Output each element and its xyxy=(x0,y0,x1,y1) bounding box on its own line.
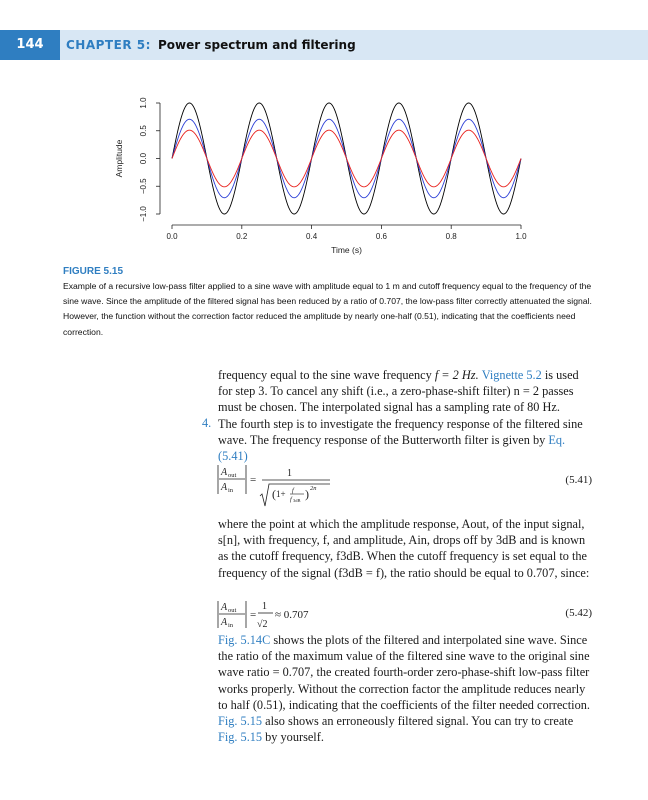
sine-filter-chart xyxy=(100,90,560,260)
page-header xyxy=(0,30,648,60)
p2-text: The fourth step is to investigate the frequency response of the filtered sine wave. The frequency response of the Butterworth filter is given by xyxy=(218,417,583,448)
list-number: 4. xyxy=(202,416,212,430)
paragraph-3: where the point at which the amplitude response, Aout, of the input signal, s[n], with frequency, f, and amplitude, Ain, drops off by 3dB and is known as the cutoff frequency, f3dB. When the cutoff frequency is set equal to the frequency of the signal (f3dB = f), the ratio should be equal to 0.707, since: xyxy=(218,517,590,580)
y-axis-label: Amplitude xyxy=(114,139,124,178)
x-axis-label: Time (s) xyxy=(331,245,362,255)
chapter-label: CHAPTER 5: xyxy=(66,38,151,52)
p4-text-b: also shows an erroneously filtered signal. You can try to create xyxy=(262,714,574,729)
x-tick-label: 0.6 xyxy=(375,232,387,241)
fig-5-14c-link[interactable]: Fig. 5.14C xyxy=(218,633,271,647)
vignette-link[interactable]: Vignette 5.2 xyxy=(481,368,542,382)
equation-5-41-graphic xyxy=(214,462,334,512)
fig-5-15-link-2[interactable]: Fig. 5.15 xyxy=(218,730,263,745)
eq-exponent: 2n xyxy=(310,485,317,492)
eq2-ain: A xyxy=(221,617,228,628)
eq-numerator: 1 xyxy=(287,468,292,479)
eq2-aout: A xyxy=(221,602,228,613)
y-tick-label: 1.0 xyxy=(139,97,148,109)
eq-ain: A xyxy=(221,482,228,493)
svg-text:(: ( xyxy=(272,487,276,501)
equation-number-5-42: (5.42) xyxy=(565,607,592,619)
paragraph-1 xyxy=(218,367,592,416)
eq-f3db: f xyxy=(290,496,292,503)
eq-f3db-sub: 3dB xyxy=(293,498,301,503)
figure-label: FIGURE 5.15 xyxy=(63,266,124,277)
p4-text-c: by yourself. xyxy=(262,730,324,745)
eq2-ain-sub: in xyxy=(228,622,234,629)
y-tick-label: 0.5 xyxy=(139,125,148,137)
eq2-sqrt2: √2 xyxy=(257,619,268,630)
eq2-numerator: 1 xyxy=(262,601,267,612)
equation-5-42-graphic xyxy=(214,598,274,634)
svg-text:): ) xyxy=(305,487,309,501)
eq-root-inner: 1+ xyxy=(276,489,286,499)
fig-5-15-link-1[interactable]: Fig. 5.15 xyxy=(218,714,263,729)
p1-text-b: f = 2 Hz. xyxy=(434,368,482,382)
equation-number-5-41: (5.41) xyxy=(565,474,592,486)
p1-text-c: is used for step 3. To cancel any shift (i.e., a zero-phase-shift filter) n = 2 passes must be chosen. The interpolated signal has a sampling rate of 80 Hz. xyxy=(218,368,579,415)
x-tick-label: 0.0 xyxy=(166,232,178,241)
equation-link[interactable]: Eq. (5.41) xyxy=(218,433,566,464)
x-tick-label: 1.0 xyxy=(515,232,527,241)
paragraph-2 xyxy=(218,416,592,465)
eq2-aout-sub: out xyxy=(228,607,237,614)
eq-f: f xyxy=(292,487,294,494)
page-number: 144 xyxy=(0,30,60,60)
eq-aout: A xyxy=(221,467,228,478)
y-tick-label: 0.0 xyxy=(139,152,148,165)
eq2-value: ≈ 0.707 xyxy=(275,609,309,621)
y-tick-label: −0.5 xyxy=(139,178,148,195)
p1-text-a: frequency equal to the sine wave frequency xyxy=(218,368,435,382)
y-tick-label: −1.0 xyxy=(139,206,148,222)
x-tick-label: 0.4 xyxy=(306,232,318,241)
chapter-title: Power spectrum and filtering xyxy=(158,38,356,52)
eq-ain-sub: in xyxy=(228,487,234,494)
eq-aout-sub: out xyxy=(228,472,237,479)
svg-text:=: = xyxy=(250,609,257,621)
paragraph-4 xyxy=(218,632,592,745)
x-tick-label: 0.8 xyxy=(445,232,457,241)
svg-text:=: = xyxy=(250,474,257,486)
p4-text-a: shows the plots of the filtered and interpolated sine wave. Since the ratio of the maximum value of the filtered sine wave to the original sine wave ratio = 0.707, the created fourth-order zero-phase-shift low-pass filter works properly. Without the correction factor the amplitude reduces nearly to half (0.51), indicating that the coefficients of the filter needed correction. xyxy=(218,633,590,712)
figure-caption: Example of a recursive low-pass filter applied to a sine wave with amplitude equal to 1 m and cutoff frequency equal to the frequency of the sine wave. Since the amplitude of the filtered signal has been reduced by a ratio of 0.707, the low-pass filter correctly attenuated the signal. However, the function without the correction factor reduced the amplitude by nearly one-half (0.51), indicating that the coefficients need correction. xyxy=(63,281,592,337)
x-tick-label: 0.2 xyxy=(236,232,248,241)
series-line-filtered-uncorrected- xyxy=(172,130,521,187)
